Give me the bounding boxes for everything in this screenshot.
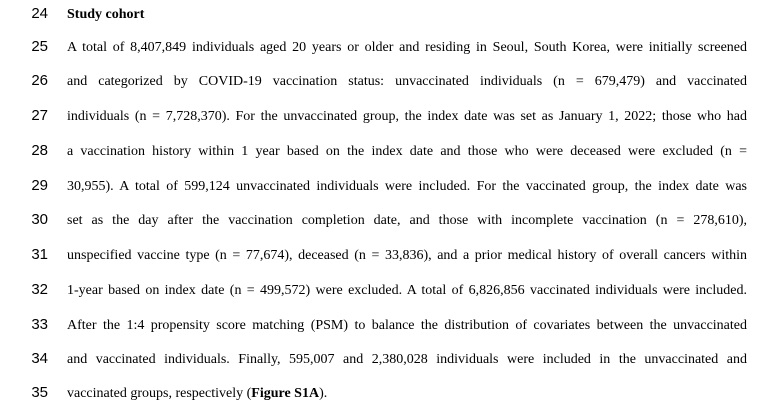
line-number-32: 32 — [31, 281, 48, 298]
figure-reference: Figure S1A — [251, 386, 320, 401]
line-number-29: 29 — [31, 177, 48, 194]
paragraph-line-33: After the 1:4 propensity score matching (PSM) to balance the distribution of covariates between the unvaccinated — [67, 318, 747, 333]
paragraph-line-26: and categorized by COVID-19 vaccination status: unvaccinated individuals (n = 679,479) and vaccinated — [67, 74, 747, 89]
line-number-27: 27 — [31, 107, 48, 124]
paragraph-line-30: set as the day after the vaccination completion date, and those with incomplete vaccination (n = 278,610), — [67, 213, 747, 228]
line-number-28: 28 — [31, 142, 48, 159]
line-number-26: 26 — [31, 72, 48, 89]
line-number-30: 30 — [31, 211, 48, 228]
line-number-25: 25 — [31, 38, 48, 55]
line-number-33: 33 — [31, 316, 48, 333]
line-number-31: 31 — [31, 246, 48, 263]
paragraph-line-35-text: vaccinated groups, respectively ( — [67, 386, 252, 401]
line-number-35: 35 — [31, 384, 48, 401]
paragraph-line-29: 30,955). A total of 599,124 unvaccinated individuals were included. For the vaccinated group, the index date was — [67, 179, 747, 194]
section-heading: Study cohort — [67, 7, 145, 22]
paragraph-line-34: and vaccinated individuals. Finally, 595,007 and 2,380,028 individuals were included in the unvaccinated and — [67, 352, 747, 367]
paragraph-line-35 — [67, 384, 747, 404]
paragraph-line-35-end: ). — [319, 386, 328, 401]
paragraph-line-31: unspecified vaccine type (n = 77,674), deceased (n = 33,836), and a prior medical history of overall cancers within — [67, 248, 747, 263]
line-number-34: 34 — [31, 350, 48, 367]
paragraph-line-28: a vaccination history within 1 year based on the index date and those who were deceased were excluded (n = — [67, 144, 747, 159]
paragraph-line-32: 1-year based on index date (n = 499,572) were excluded. A total of 6,826,856 vaccinated individuals were included. — [67, 283, 747, 298]
line-number-24: 24 — [31, 5, 48, 22]
paragraph-line-27: individuals (n = 7,728,370). For the unvaccinated group, the index date was set as January 1, 2022; those who had — [67, 109, 747, 124]
paragraph-line-25: A total of 8,407,849 individuals aged 20 years or older and residing in Seoul, South Korea, were initially screened — [67, 40, 747, 55]
